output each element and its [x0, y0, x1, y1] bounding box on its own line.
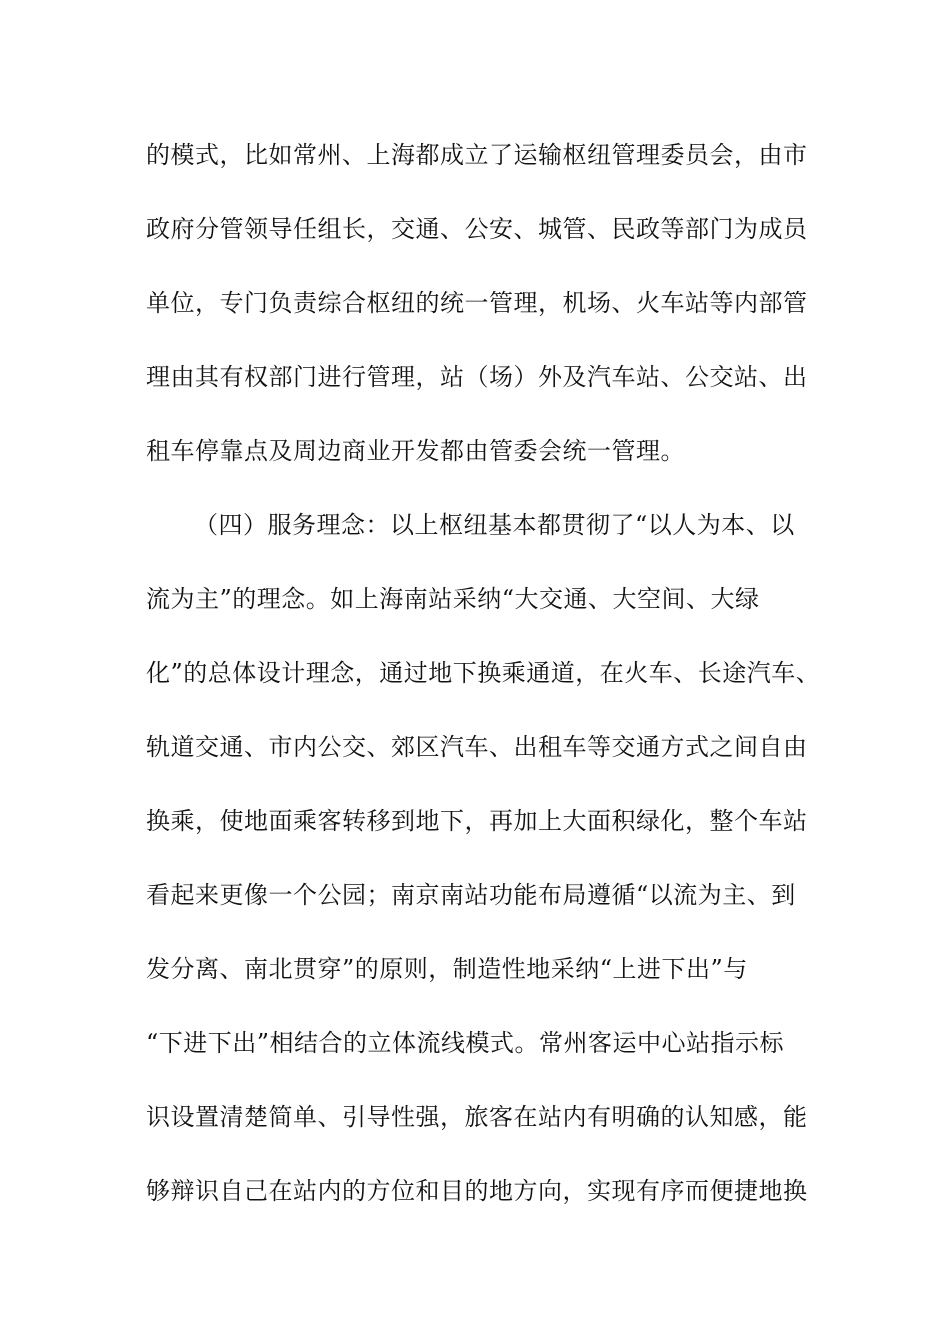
- text-line: 单位，专门负责综合枢纽的统一管理，机场、火车站等内部管: [146, 289, 808, 317]
- text-line: 换乘，使地面乘客转移到地下，再加上大面积绿化，整个车站: [146, 807, 808, 835]
- text-line: 发分离、南北贯穿”的原则，制造性地采纳“上进下出”与: [146, 955, 748, 983]
- paragraph-start-line: （四）服务理念：以上枢纽基本都贯彻了“以人为本、以: [194, 511, 795, 539]
- text-line: 政府分管领导任组长，交通、公安、城管、民政等部门为成员: [146, 215, 808, 243]
- text-line: 看起来更像一个公园；南京南站功能布局遵循“以流为主、到: [146, 881, 796, 909]
- text-line: 识设置清楚简单、引导性强，旅客在站内有明确的认知感，能: [146, 1103, 808, 1131]
- text-line: 化”的总体设计理念，通过地下换乘通道，在火车、长途汽车、: [146, 659, 821, 687]
- text-line: 理由其有权部门进行管理，站（场）外及汽车站、公交站、出: [146, 363, 808, 391]
- text-line: 轨道交通、市内公交、郊区汽车、出租车等交通方式之间自由: [146, 733, 808, 761]
- text-line: 租车停靠点及周边商业开发都由管委会统一管理。: [146, 437, 685, 465]
- text-line: “下进下出”相结合的立体流线模式。常州客运中心站指示标: [146, 1029, 785, 1057]
- text-line: 的模式，比如常州、上海都成立了运输枢纽管理委员会，由市: [146, 141, 808, 169]
- text-line: 流为主”的理念。如上海南站采纳“大交通、大空间、大绿: [146, 585, 760, 613]
- body-text: [146, 131, 836, 1241]
- text-line: 够辩识自己在站内的方位和目的地方向，实现有序而便捷地换: [146, 1177, 808, 1205]
